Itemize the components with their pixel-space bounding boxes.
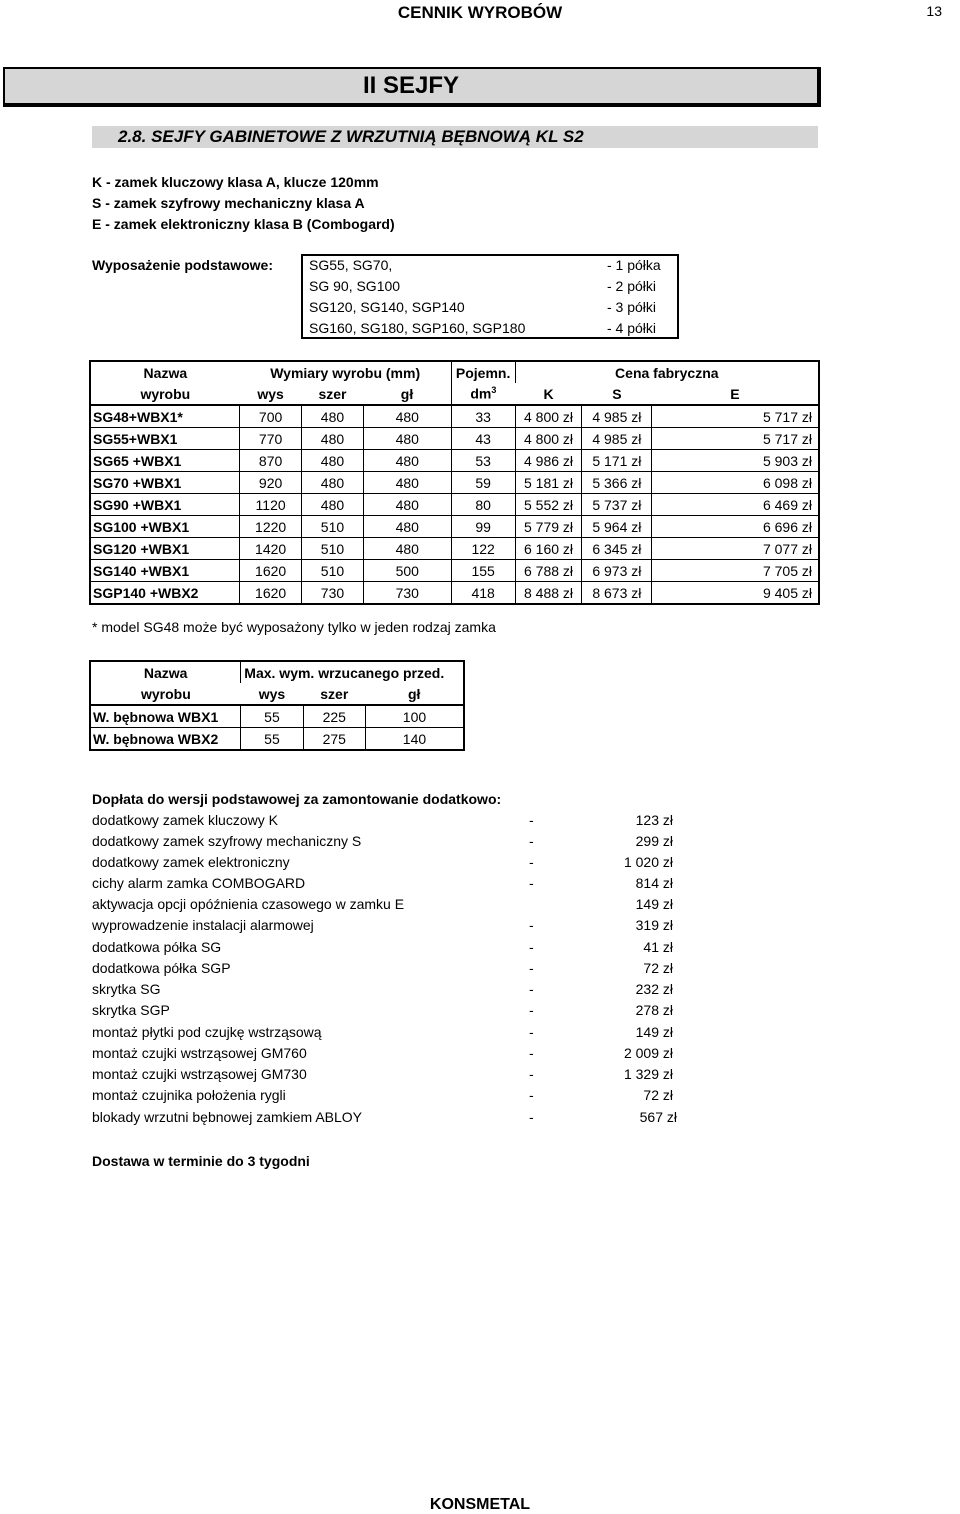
table-row: [90, 428, 819, 450]
header-k: K: [515, 383, 582, 405]
extra-price: 149 zł: [635, 896, 673, 912]
header-wys: wys: [240, 383, 302, 405]
cell-wys: 1120: [240, 494, 302, 516]
cell-szer: 480: [302, 428, 364, 450]
drum-gl: 140: [365, 728, 464, 751]
extra-desc: montaż czujki wstrząsowej GM760: [92, 1045, 307, 1061]
table-row: [90, 538, 819, 560]
extra-dash: -: [529, 981, 534, 997]
cell-price-k: 4 800 zł: [515, 428, 582, 450]
extra-price: 1 329 zł: [623, 1066, 673, 1082]
cell-wys: 1420: [240, 538, 302, 560]
cell-volume: 155: [451, 560, 515, 582]
extra-desc: montaż czujnika położenia rygli: [92, 1087, 286, 1103]
equipment-models: SG160, SG180, SGP160, SGP180: [309, 320, 526, 336]
cell-gl: 480: [363, 428, 451, 450]
extra-price: 149 zł: [635, 1024, 673, 1040]
list-item: [92, 854, 692, 875]
lock-types-list: [92, 172, 395, 235]
equipment-shelves: - 4 półki: [607, 320, 657, 336]
cell-szer: 510: [302, 560, 364, 582]
table-row: [90, 728, 464, 751]
page-number: 13: [926, 3, 942, 19]
header-e: E: [652, 383, 819, 405]
table-row: [90, 405, 819, 428]
list-item: [92, 939, 692, 960]
table-row: [90, 705, 464, 728]
drum-header-gl: gł: [365, 683, 464, 705]
extra-price: 1 020 zł: [623, 854, 673, 870]
cell-price-k: 5 181 zł: [515, 472, 582, 494]
extra-price: 319 zł: [635, 917, 673, 933]
extra-price: 567 zł: [639, 1109, 677, 1125]
drum-table-header: [90, 661, 464, 683]
cell-wys: 1620: [240, 560, 302, 582]
cell-price-s: 5 366 zł: [582, 472, 652, 494]
extra-dash: -: [529, 812, 534, 828]
cell-price-e: 6 696 zł: [652, 516, 819, 538]
company-footer: KONSMETAL: [429, 1496, 531, 1513]
cell-gl: 480: [363, 494, 451, 516]
product-name: SG65 +WBX1: [90, 450, 240, 472]
extra-desc: dodatkowy zamek kluczowy K: [92, 812, 278, 828]
extra-price: 299 zł: [635, 833, 673, 849]
subsection-title: 2.8. SEJFY GABINETOWE Z WRZUTNIĄ BĘBNOWĄ KL S2: [118, 127, 584, 146]
equipment-shelves: - 1 półka: [607, 257, 661, 273]
equipment-models: SG55, SG70,: [309, 257, 393, 273]
lock-type-k: K - zamek kluczowy klasa A, klucze 120mm: [92, 174, 379, 190]
extra-desc: wyprowadzenie instalacji alarmowej: [92, 917, 314, 933]
extra-desc: cichy alarm zamka COMBOGARD: [92, 875, 306, 891]
product-name: SG48+WBX1*: [90, 405, 240, 428]
equipment-box: [301, 254, 679, 339]
price-table: [89, 360, 820, 605]
drum-header-product: wyrobu: [90, 683, 241, 705]
header-gl: gł: [363, 383, 451, 405]
cell-price-s: 4 985 zł: [582, 405, 652, 428]
section-title: II SEJFY: [362, 72, 460, 99]
extra-desc: montaż czujki wstrząsowej GM730: [92, 1066, 307, 1082]
cell-volume: 80: [451, 494, 515, 516]
extra-desc: skrytka SGP: [92, 1002, 170, 1018]
list-item: [92, 875, 692, 896]
drum-wys: 55: [241, 728, 303, 751]
header-dm: dm: [470, 385, 492, 402]
extra-dash: -: [529, 1002, 534, 1018]
drum-header-szer: szer: [303, 683, 365, 705]
product-name: SG100 +WBX1: [90, 516, 240, 538]
cell-volume: 122: [451, 538, 515, 560]
cell-szer: 510: [302, 538, 364, 560]
cell-price-k: 4 986 zł: [515, 450, 582, 472]
cell-volume: 33: [451, 405, 515, 428]
equipment-row: [307, 278, 677, 299]
cell-price-e: 7 705 zł: [652, 560, 819, 582]
cell-price-e: 9 405 zł: [652, 582, 819, 605]
cell-wys: 1620: [240, 582, 302, 605]
extra-desc: dodatkowy zamek szyfrowy mechaniczny S: [92, 833, 362, 849]
cell-price-e: 5 903 zł: [652, 450, 819, 472]
list-item: [92, 833, 692, 854]
extra-price: 123 zł: [635, 812, 673, 828]
cell-price-s: 6 345 zł: [582, 538, 652, 560]
header-dimensions: Wymiary wyrobu (mm): [270, 364, 421, 381]
product-name: SG55+WBX1: [90, 428, 240, 450]
drum-header-wys: wys: [241, 683, 303, 705]
drum-szer: 275: [303, 728, 365, 751]
header-s: S: [582, 383, 652, 405]
cell-wys: 770: [240, 428, 302, 450]
cell-gl: 480: [363, 516, 451, 538]
equipment-row: [307, 299, 677, 320]
cell-price-e: 7 077 zł: [652, 538, 819, 560]
footnote: * model SG48 może być wyposażony tylko w jeden rodzaj zamka: [92, 619, 496, 635]
cell-wys: 1220: [240, 516, 302, 538]
list-item: [92, 1087, 692, 1108]
cell-price-s: 5 171 zł: [582, 450, 652, 472]
extra-desc: dodatkowa półka SGP: [92, 960, 231, 976]
cell-volume: 418: [451, 582, 515, 605]
list-item: [92, 981, 692, 1002]
cell-price-e: 5 717 zł: [652, 428, 819, 450]
table-row: [90, 494, 819, 516]
product-name: SG70 +WBX1: [90, 472, 240, 494]
list-item: [92, 960, 692, 981]
cell-price-k: 8 488 zł: [515, 582, 582, 605]
cell-volume: 53: [451, 450, 515, 472]
extra-price: 2 009 zł: [623, 1045, 673, 1061]
extra-price: 278 zł: [635, 1002, 673, 1018]
extra-dash: -: [529, 1045, 534, 1061]
lock-type-e: E - zamek elektroniczny klasa B (Combogard): [92, 216, 395, 232]
extra-dash: -: [529, 960, 534, 976]
cell-volume: 43: [451, 428, 515, 450]
list-item: [92, 1066, 692, 1087]
drum-gl: 100: [365, 705, 464, 728]
cell-wys: 870: [240, 450, 302, 472]
product-name: SGP140 +WBX2: [90, 582, 240, 605]
cell-volume: 99: [451, 516, 515, 538]
drum-name: W. bębnowa WBX2: [90, 728, 241, 751]
cell-gl: 480: [363, 450, 451, 472]
list-item: [92, 812, 692, 833]
product-name: SG90 +WBX1: [90, 494, 240, 516]
drum-table-subheader: [90, 683, 464, 705]
header-price: Cena fabryczna: [515, 361, 819, 383]
cell-gl: 480: [363, 472, 451, 494]
cell-price-k: 6 788 zł: [515, 560, 582, 582]
extra-price: 232 zł: [635, 981, 673, 997]
list-item: [92, 896, 692, 917]
extra-price: 72 zł: [643, 1087, 673, 1103]
table-row: [90, 516, 819, 538]
cell-szer: 480: [302, 472, 364, 494]
header-dm3: [451, 383, 515, 405]
delivery-note: Dostawa w terminie do 3 tygodni: [92, 1153, 310, 1169]
table-row: [90, 582, 819, 605]
drum-header-name: Nazwa: [90, 661, 241, 683]
price-table-subheader: [90, 383, 819, 405]
extra-desc: blokady wrzutni bębnowej zamkiem ABLOY: [92, 1109, 363, 1125]
cell-price-s: 6 973 zł: [582, 560, 652, 582]
header-dm-sup: 3: [491, 385, 497, 396]
cell-price-k: 5 779 zł: [515, 516, 582, 538]
cell-szer: 480: [302, 450, 364, 472]
extra-price: 72 zł: [643, 960, 673, 976]
list-item: [92, 917, 692, 938]
header-volume: Pojemn.: [451, 361, 515, 383]
extra-price: 41 zł: [643, 939, 673, 955]
cell-szer: 510: [302, 516, 364, 538]
extras-title: Dopłata do wersji podstawowej za zamontowanie dodatkowo:: [92, 791, 502, 807]
cell-szer: 480: [302, 494, 364, 516]
list-item: [92, 1109, 692, 1130]
equipment-shelves: - 3 półki: [607, 299, 657, 315]
cell-wys: 920: [240, 472, 302, 494]
extra-desc: skrytka SG: [92, 981, 161, 997]
cell-price-s: 4 985 zł: [582, 428, 652, 450]
extra-desc: dodatkowa półka SG: [92, 939, 222, 955]
equipment-label: Wyposażenie podstawowe:: [92, 257, 273, 273]
catalog-title: CENNIK WYROBÓW: [397, 3, 563, 22]
drum-header-dimensions: Max. wym. wrzucanego przed.: [241, 661, 464, 683]
extra-dash: -: [529, 1109, 534, 1125]
cell-gl: 480: [363, 538, 451, 560]
equipment-models: SG 90, SG100: [309, 278, 401, 294]
list-item: [92, 1002, 692, 1023]
equipment-row: [307, 257, 677, 278]
cell-price-s: 5 737 zł: [582, 494, 652, 516]
extra-dash: -: [529, 917, 534, 933]
drum-name: W. bębnowa WBX1: [90, 705, 241, 728]
extra-dash: -: [529, 833, 534, 849]
extra-dash: -: [529, 1024, 534, 1040]
list-item: [92, 1045, 692, 1066]
product-name: SG120 +WBX1: [90, 538, 240, 560]
extra-dash: -: [529, 939, 534, 955]
subsection-header: [92, 126, 818, 148]
extra-desc: aktywacja opcji opóźnienia czasowego w zamku E: [92, 896, 405, 912]
extra-dash: -: [529, 854, 534, 870]
price-table-header: [90, 361, 819, 383]
table-row: [90, 560, 819, 582]
equipment-shelves: - 2 półki: [607, 278, 657, 294]
cell-price-k: 4 800 zł: [515, 405, 582, 428]
cell-gl: 480: [363, 405, 451, 428]
cell-szer: 480: [302, 405, 364, 428]
extra-dash: -: [529, 875, 534, 891]
cell-gl: 730: [363, 582, 451, 605]
list-item: [92, 1024, 692, 1045]
cell-price-e: 6 098 zł: [652, 472, 819, 494]
cell-volume: 59: [451, 472, 515, 494]
drum-table: [89, 660, 465, 751]
header-name: Nazwa: [90, 361, 240, 383]
header-szer: szer: [302, 383, 364, 405]
cell-price-e: 6 469 zł: [652, 494, 819, 516]
extra-dash: -: [529, 1066, 534, 1082]
cell-gl: 500: [363, 560, 451, 582]
table-row: [90, 472, 819, 494]
table-row: [90, 450, 819, 472]
cell-wys: 700: [240, 405, 302, 428]
cell-price-s: 8 673 zł: [582, 582, 652, 605]
extra-price: 814 zł: [635, 875, 673, 891]
cell-price-s: 5 964 zł: [582, 516, 652, 538]
cell-szer: 730: [302, 582, 364, 605]
drum-wys: 55: [241, 705, 303, 728]
section-header: [3, 67, 821, 107]
lock-type-s: S - zamek szyfrowy mechaniczny klasa A: [92, 195, 365, 211]
product-name: SG140 +WBX1: [90, 560, 240, 582]
extra-dash: -: [529, 1087, 534, 1103]
extra-desc: dodatkowy zamek elektroniczny: [92, 854, 290, 870]
equipment-models: SG120, SG140, SGP140: [309, 299, 465, 315]
drum-szer: 225: [303, 705, 365, 728]
cell-price-k: 5 552 zł: [515, 494, 582, 516]
header-product: wyrobu: [90, 383, 240, 405]
extra-desc: montaż płytki pod czujkę wstrząsową: [92, 1024, 322, 1040]
cell-price-e: 5 717 zł: [652, 405, 819, 428]
equipment-row: [307, 320, 677, 341]
cell-price-k: 6 160 zł: [515, 538, 582, 560]
